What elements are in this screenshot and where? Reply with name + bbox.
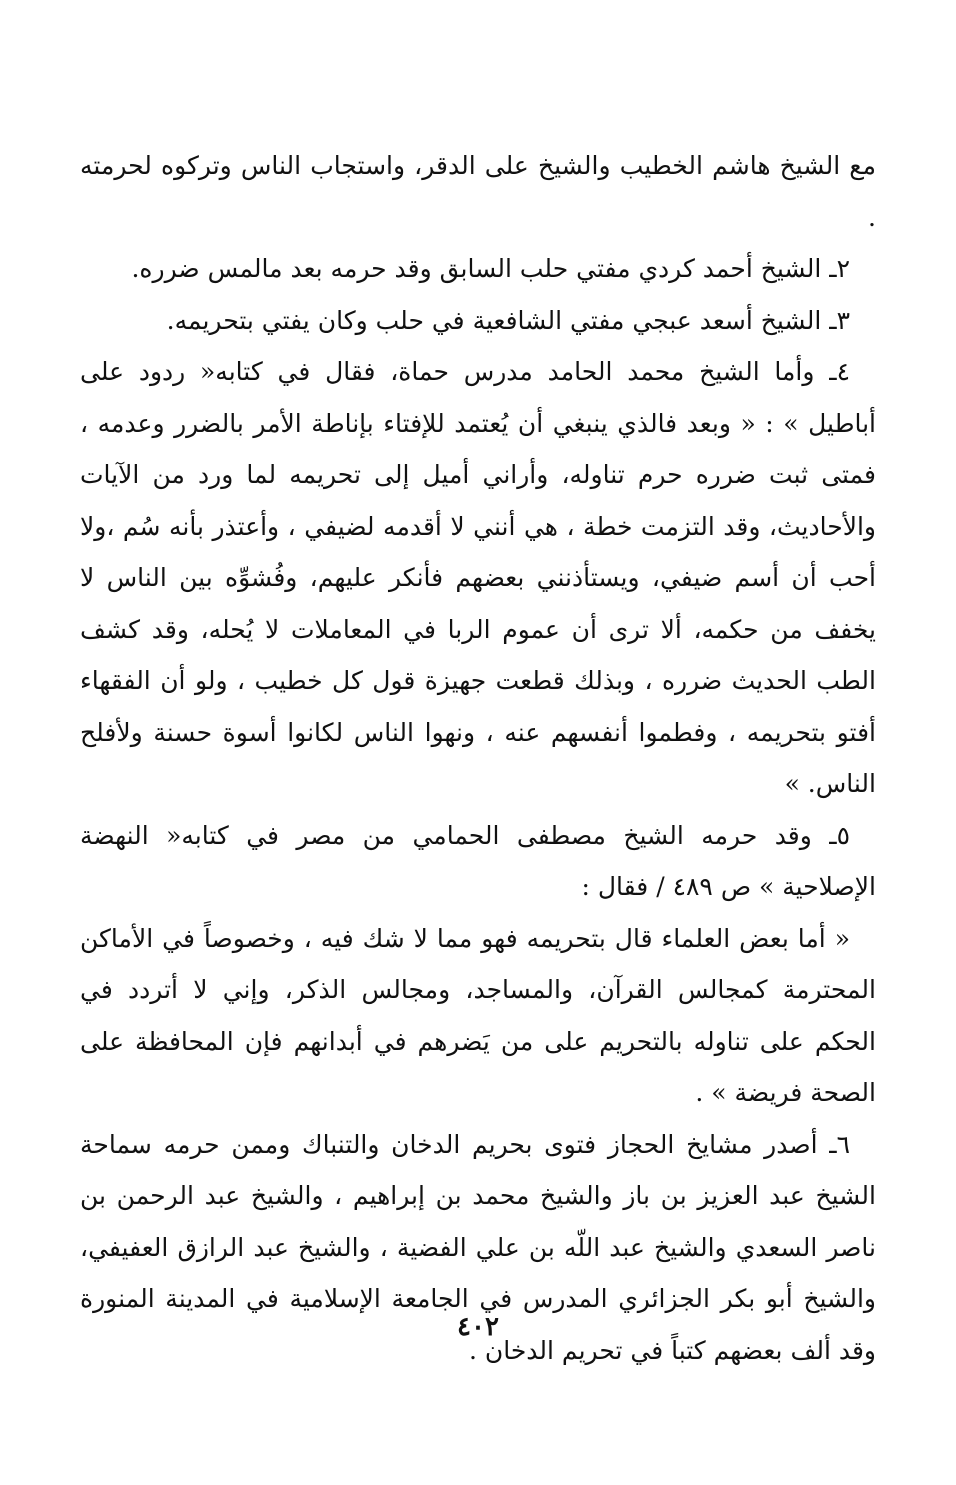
paragraph-continuation: مع الشيخ هاشم الخطيب والشيخ على الدقر، واستجاب الناس وتركوه لحرمته . bbox=[80, 151, 876, 232]
paragraph-item-6: ٦ـ أصدر مشايخ الحجاز فتوى بحريم الدخان والتنباك وممن حرمه سماحة الشيخ عبد العزيز بن باز والشيخ محمد بن إبراهيم ، والشيخ عبد الرحمن بن ناصر السعدي والشيخ عبد اللّه بن علي الفضية ، والشيخ عبد الرازق العفيفي، والشيخ أبو بكر الجزائري المدرس في الجامعة الإسلامية في المدينة المنورة وقد ألف بعضهم كتباً في تحريم الدخان . bbox=[80, 1129, 876, 1365]
page-body bbox=[80, 140, 876, 1376]
paragraph-item-5: ٥ـ وقد حرمه الشيخ مصطفى الحمامي من مصر في كتابه« النهضة الإصلاحية » ص ٤٨٩ / فقال : bbox=[80, 820, 876, 901]
paragraph-item-4: ٤ـ وأما الشيخ محمد الحامد مدرس حماة، فقال في كتابه« ردود على أباطيل » : « وبعد فالذي ينبغي أن يُعتمد للإفتاء بإناطة الأمر بالضرر وعدمه ، فمتى ثبت ضرره حرم تناوله، وأراني أميل إلى تحريمه لما ورد من الآيات والأحاديث، وقد التزمت خطة ، هي أنني لا أقدمه لضيفي ، وأعتذر بأنه سُم ،ولا أحب أن أسم ضيفي، ويستأذنني بعضهم فأنكر عليهم، وفُشوِّه بين الناس لا يخفف من حكمه، ألا ترى أن عموم الربا في المعاملات لا يُحله، وقد كشف الطب الحديث ضرره ، وبذلك قطعت جهيزة قول كل خطيب ، ولو أن الفقهاء أفتو بتحريمه ، وفطموا أنفسهم عنه ، ونهوا الناس لكانوا أسوة حسنة ولأفلح الناس. » bbox=[80, 357, 876, 798]
paragraph-item-2: ٢ـ الشيخ أحمد كردي مفتي حلب السابق وقد حرمه بعد مالمس ضرره. bbox=[131, 254, 850, 283]
paragraph-quote: « أما بعض العلماء قال بتحريمه فهو مما لا شك فيه ، وخصوصاً في الأماكن المحترمة كمجالس القرآن، والمساجد، ومجالس الذكر، وإني لا أتردد في الحكم على تناوله بالتحريم على من يَضرهم في أبدانهم فإن المحافظة على الصحة فريضة » . bbox=[80, 923, 876, 1107]
page-number: ٤٠٢ bbox=[457, 1312, 499, 1342]
paragraph-item-3: ٣ـ الشيخ أسعد عبجي مفتي الشافعية في حلب وكان يفتي بتحريمه. bbox=[166, 305, 850, 335]
